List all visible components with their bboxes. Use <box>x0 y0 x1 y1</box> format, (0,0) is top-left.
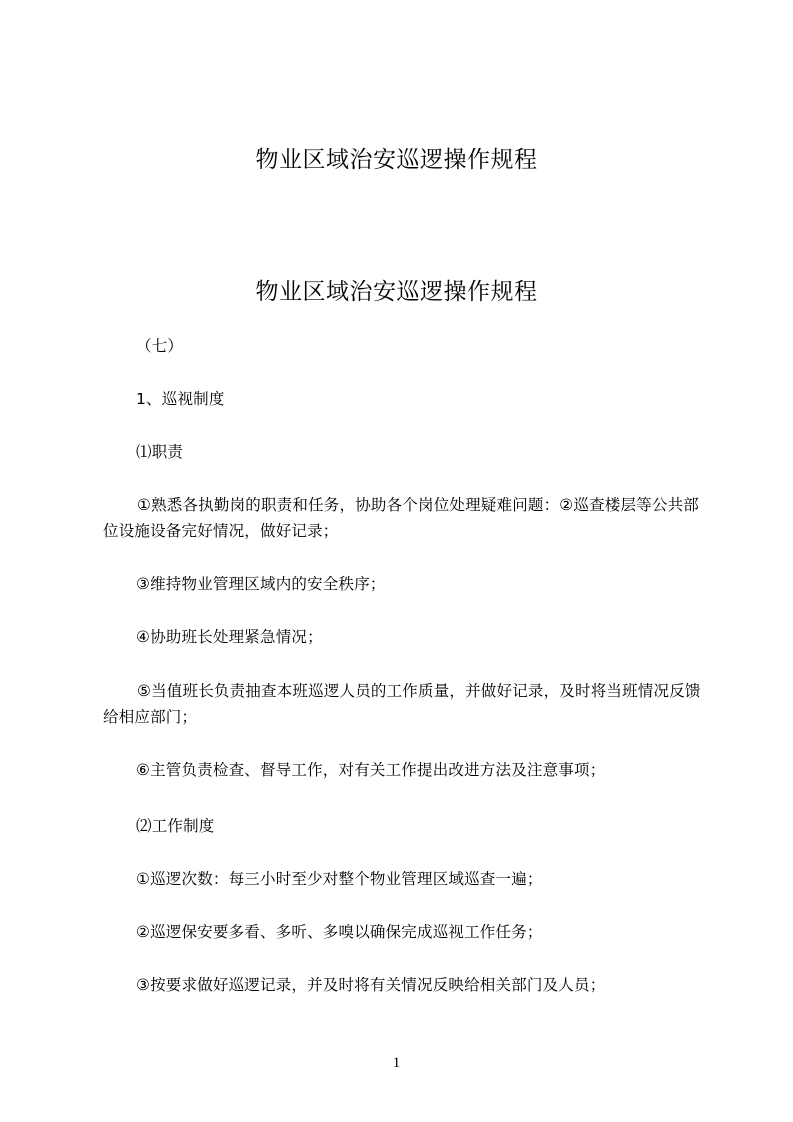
paragraph: ③按要求做好巡逻记录，并及时将有关情况反映给相关部门及人员； <box>136 976 606 994</box>
document-title-main: 物业区域治安巡逻操作规程 <box>255 279 538 305</box>
paragraph: ④协助班长处理紧急情况； <box>136 628 323 646</box>
section-heading: 1、巡视制度 <box>136 390 225 408</box>
paragraph: ②巡逻保安要多看、多听、多嗅以确保完成巡视工作任务； <box>136 923 543 941</box>
paragraph: ⑤当值班长负责抽查本班巡逻人员的工作质量，并做好记录，及时将当班情况反馈给相应部门； <box>103 682 701 726</box>
paragraph: ①巡逻次数：每三小时至少对整个物业管理区域巡查一遍； <box>136 870 543 888</box>
paragraph: ①熟悉各执勤岗的职责和任务，协助各个岗位处理疑难问题：②巡查楼层等公共部位设施设备完好情况，做好记录； <box>103 496 699 540</box>
paragraph: ⑥主管负责检查、督导工作，对有关工作提出改进方法及注意事项； <box>136 761 606 779</box>
subsection-heading: ⑴职责 <box>136 443 184 461</box>
subsection-heading: ⑵工作制度 <box>136 817 215 835</box>
document-title-top: 物业区域治安巡逻操作规程 <box>255 147 538 173</box>
paragraph: ③维持物业管理区域内的安全秩序； <box>136 575 386 593</box>
section-number: （七） <box>136 337 184 355</box>
page-number: 1 <box>392 1055 401 1071</box>
